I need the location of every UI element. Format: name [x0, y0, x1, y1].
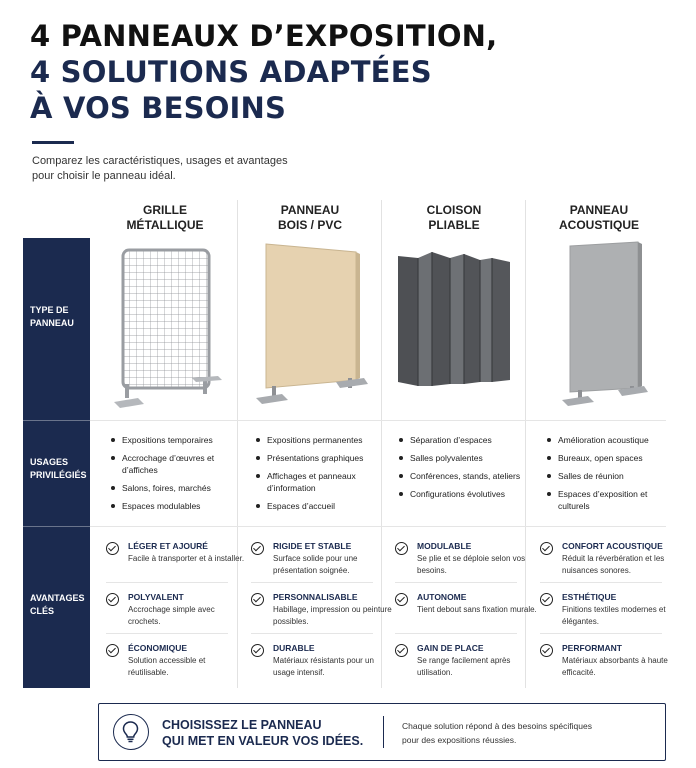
- lightbulb-icon: [113, 714, 149, 750]
- advantage-desc: Finitions textiles modernes et élégantes.: [562, 605, 666, 626]
- lightbulb-icon-glyph: [114, 715, 147, 748]
- advantage-title: CONFORT ACOUSTIQUE: [562, 541, 663, 551]
- list-item: Espaces modulables: [108, 500, 243, 512]
- advantage-title: POLYVALENT: [128, 592, 184, 602]
- page-subtitle: [32, 154, 352, 184]
- row-label-avantages: [30, 592, 90, 618]
- advantage-divider: [395, 582, 517, 583]
- footer-callout: [98, 703, 666, 761]
- sidebar-divider: [23, 526, 90, 527]
- check-circle-icon: [540, 593, 553, 606]
- advantage-divider: [540, 582, 662, 583]
- row-label-usages: [30, 456, 90, 482]
- list-item: Accrochage d’œuvres et d’affiches: [108, 452, 243, 476]
- footer-divider: [383, 716, 384, 748]
- advantage-title: PERFORMANT: [562, 643, 622, 653]
- check-circle-icon: [251, 644, 264, 657]
- check-circle-icon: [540, 644, 553, 657]
- usage-list-bois: [253, 434, 388, 518]
- advantage-title: AUTONOME: [417, 592, 467, 602]
- footer-note-line: Chaque solution répond à des besoins spécifiques: [402, 721, 592, 731]
- advantage-divider: [251, 633, 373, 634]
- column-header-line: PANNEAU: [569, 203, 629, 217]
- advantage-title: DURABLE: [273, 643, 315, 653]
- check-circle-icon: [395, 644, 408, 657]
- usage-list-grille: [108, 434, 243, 518]
- advantage-divider: [395, 633, 517, 634]
- list-item: Salles polyvalentes: [396, 452, 531, 464]
- page-title: [30, 18, 670, 126]
- title-underline: [32, 141, 74, 144]
- list-item: Salons, foires, marchés: [108, 482, 243, 494]
- advantage-title: ESTHÉTIQUE: [562, 592, 617, 602]
- subtitle-line-1: Comparez les caractéristiques, usages et avantages: [32, 155, 288, 167]
- check-circle-icon: [106, 644, 119, 657]
- check-circle-icon: [395, 542, 408, 555]
- column-header-bois: [240, 203, 380, 233]
- check-circle-icon: [106, 593, 119, 606]
- advantage-desc: Facile à transporter et à installer.: [128, 554, 245, 563]
- advantage-desc: Surface solide pour une présentation soignée.: [273, 554, 358, 575]
- row-label-line: PRIVILÉGIÉS: [30, 470, 87, 480]
- list-item: Affichages et panneaux d’information: [253, 470, 388, 494]
- advantage-desc: Réduit la réverbération et les nuisances sonores.: [562, 554, 665, 575]
- folding-partition-image: [392, 250, 518, 392]
- row-label-type: [30, 304, 90, 330]
- row-label-line: AVANTAGES: [30, 593, 85, 603]
- column-header-line: ACOUSTIQUE: [558, 218, 639, 232]
- advantage-divider: [106, 582, 228, 583]
- list-item: Bureaux, open spaces: [544, 452, 679, 464]
- advantage-desc: Tient debout sans fixation murale.: [417, 605, 537, 614]
- advantage-desc: Accrochage simple avec crochets.: [128, 605, 215, 626]
- advantage-desc: Matériaux absorbants à haute efficacité.: [562, 656, 668, 677]
- advantage-desc: Habillage, impression ou peinture possibles.: [273, 605, 392, 626]
- footer-headline-line: CHOISISSEZ LE PANNEAU: [162, 718, 322, 732]
- check-circle-icon: [106, 542, 119, 555]
- wood-pvc-panel-image: [252, 238, 372, 410]
- acoustic-panel-image: [554, 240, 654, 410]
- list-item: Espaces d’exposition et culturels: [544, 488, 679, 512]
- advantage-desc: Matériaux résistants pour un usage intensif.: [273, 656, 374, 677]
- footer-note: [402, 719, 652, 747]
- metal-grid-panel-image: [108, 244, 228, 410]
- advantage-desc: Solution accessible et réutilisable.: [128, 656, 206, 677]
- column-header-grille: [95, 203, 235, 233]
- advantage-title: MODULABLE: [417, 541, 472, 551]
- column-header-line: PLIABLE: [428, 218, 480, 232]
- title-line-1: 4 PANNEAUX D’EXPOSITION,: [30, 19, 498, 53]
- column-header-line: CLOISON: [426, 203, 482, 217]
- usage-list-acoustique: [544, 434, 679, 518]
- footer-note-line: pour des expositions réussies.: [402, 735, 517, 745]
- usage-list-cloison: [396, 434, 531, 506]
- list-item: Espaces d’accueil: [253, 500, 388, 512]
- row-divider: [90, 420, 666, 421]
- check-circle-icon: [540, 542, 553, 555]
- advantage-divider: [106, 633, 228, 634]
- row-label-line: CLÉS: [30, 606, 55, 616]
- check-circle-icon: [251, 593, 264, 606]
- list-item: Amélioration acoustique: [544, 434, 679, 446]
- column-header-line: GRILLE: [143, 203, 187, 217]
- title-line-3: À VOS BESOINS: [30, 91, 287, 125]
- row-label-line: USAGES: [30, 457, 69, 467]
- row-label-line: TYPE DE: [30, 305, 69, 315]
- row-divider: [90, 526, 666, 527]
- list-item: Séparation d’espaces: [396, 434, 531, 446]
- column-header-acoustique: [529, 203, 669, 233]
- list-item: Salles de réunion: [544, 470, 679, 482]
- footer-headline-line: QUI MET EN VALEUR VOS IDÉES.: [162, 734, 364, 748]
- advantage-title: PERSONNALISABLE: [273, 592, 358, 602]
- advantage-divider: [251, 582, 373, 583]
- sidebar-divider: [23, 420, 90, 421]
- check-circle-icon: [395, 593, 408, 606]
- advantage-desc: Se range facilement après utilisation.: [417, 656, 511, 677]
- column-header-line: BOIS / PVC: [277, 218, 342, 232]
- advantage-desc: Se plie et se déploie selon vos besoins.: [417, 554, 526, 575]
- advantage-divider: [540, 633, 662, 634]
- advantage-title: ÉCONOMIQUE: [128, 643, 188, 653]
- advantage-title: RIGIDE ET STABLE: [273, 541, 352, 551]
- list-item: Expositions temporaires: [108, 434, 243, 446]
- advantage-title: LÉGER ET AJOURÉ: [128, 541, 208, 551]
- column-header-line: MÉTALLIQUE: [126, 218, 204, 232]
- row-label-line: PANNEAU: [30, 318, 74, 328]
- subtitle-line-2: pour choisir le panneau idéal.: [32, 170, 176, 182]
- list-item: Configurations évolutives: [396, 488, 531, 500]
- title-line-2: 4 SOLUTIONS ADAPTÉES: [30, 55, 432, 89]
- column-header-line: PANNEAU: [280, 203, 340, 217]
- list-item: Présentations graphiques: [253, 452, 388, 464]
- column-header-cloison: [384, 203, 524, 233]
- check-circle-icon: [251, 542, 264, 555]
- advantage-title: GAIN DE PLACE: [417, 643, 484, 653]
- footer-headline: [162, 717, 372, 749]
- list-item: Expositions permanentes: [253, 434, 388, 446]
- list-item: Conférences, stands, ateliers: [396, 470, 531, 482]
